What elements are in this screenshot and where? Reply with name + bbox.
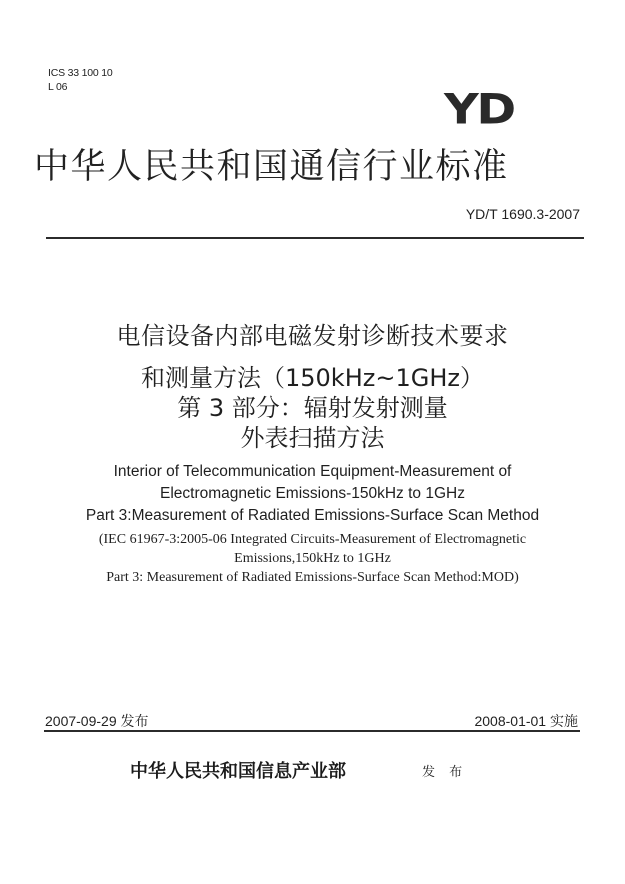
publish-label: 发 布 bbox=[422, 765, 468, 780]
english-title-line-3: Part 3:Measurement of Radiated Emissions-Surface Scan Method bbox=[85, 507, 540, 524]
publisher-name: 中华人民共和国信息产业部 bbox=[130, 761, 346, 782]
reference-standard-line-1: (IEC 61967-3:2005-06 Integrated Circuits-Measurement of Electromagnetic bbox=[98, 532, 527, 547]
chinese-title-line-4: 外表扫描方法 bbox=[240, 424, 385, 452]
ccs-code: L 06 bbox=[48, 81, 68, 93]
english-title-line-1: Interior of Telecommunication Equipment-Measurement of bbox=[113, 463, 512, 480]
reference-standard-line-3: Part 3: Measurement of Radiated Emissions-Surface Scan Method:MOD) bbox=[106, 570, 519, 585]
chinese-title-line-2: 和测量方法（150kHz~1GHz） bbox=[141, 364, 484, 392]
footer-divider bbox=[44, 730, 580, 732]
chinese-title-line-3: 第 3 部分：辐射发射测量 bbox=[177, 394, 448, 422]
chinese-title-line-1: 电信设备内部电磁发射诊断技术要求 bbox=[116, 322, 509, 350]
effective-date: 2008-01-01 实施 bbox=[474, 713, 578, 729]
standard-type-heading: 中华人民共和国通信行业标准 bbox=[34, 147, 509, 187]
classification-codes bbox=[48, 66, 113, 94]
standard-number: YD/T 1690.3-2007 bbox=[465, 206, 580, 222]
header-divider bbox=[46, 237, 584, 239]
ics-code: ICS 33 100 10 bbox=[48, 67, 113, 79]
issue-date: 2007-09-29 发布 bbox=[45, 713, 149, 729]
english-title-line-2: Electromagnetic Emissions-150kHz to 1GHz bbox=[160, 485, 465, 502]
reference-standard-line-2: Emissions,150kHz to 1GHz bbox=[234, 551, 391, 566]
yd-logo: YD bbox=[444, 85, 514, 135]
